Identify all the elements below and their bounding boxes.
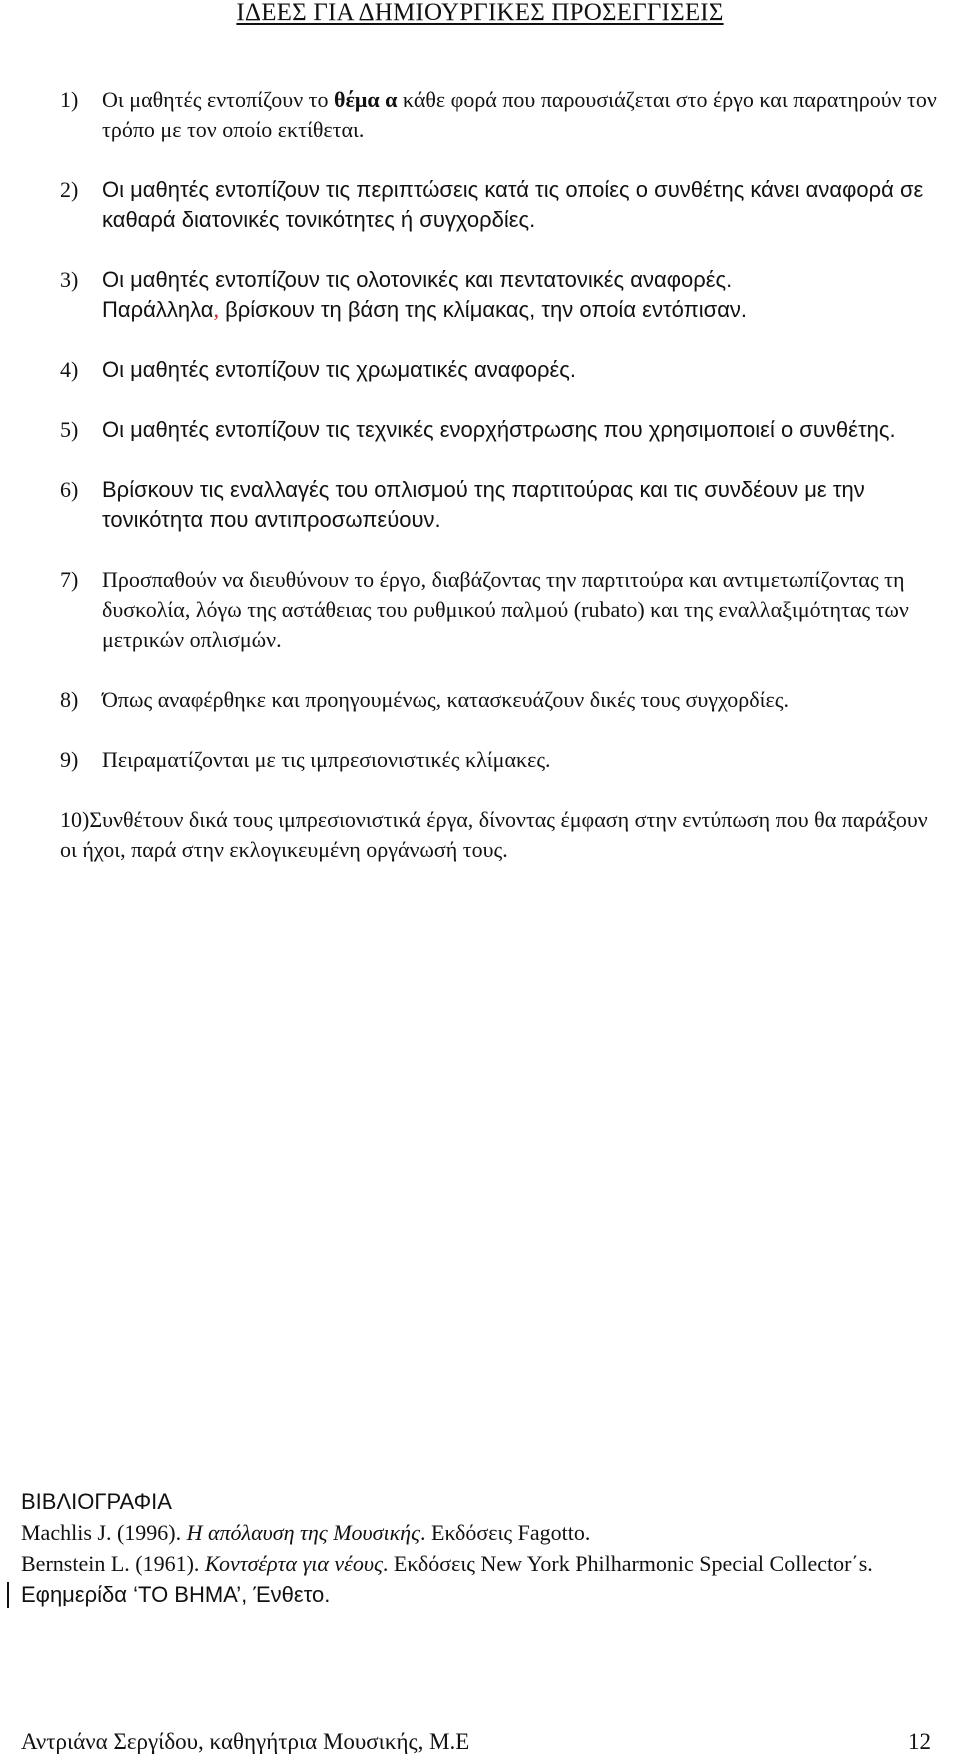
item-number: 3) — [60, 267, 79, 292]
item-number: 10) — [60, 807, 90, 832]
item-text: Συνθέτουν δικά τους ιμπρεσιονιστικά έργα, δίνοντας έμφαση στην εντύπωση που θα παράξουν οι ήχοι, παρά στην εκλογικευμένη οργάνωσή τους. — [60, 807, 928, 862]
item-text: Οι μαθητές εντοπίζουν τις χρωματικές αναφορές. — [102, 357, 576, 382]
change-bar — [7, 1582, 9, 1608]
list-item — [60, 265, 940, 325]
list-item — [60, 685, 940, 715]
list-item — [60, 85, 940, 145]
item-text: Οι μαθητές εντοπίζουν τις ολοτονικές και πεντατονικές αναφορές. — [102, 267, 733, 292]
red-comma: , — [213, 297, 219, 322]
page-number: 12 — [908, 1729, 931, 1754]
item-number: 6) — [60, 477, 79, 502]
item-text: βρίσκουν τη βάση της κλίμακας, την οποία εντόπισαν. — [218, 297, 748, 322]
item-number: 1) — [60, 87, 79, 112]
bib-title: Η απόλαυση της Μουσικής — [186, 1520, 420, 1545]
item-number: 4) — [60, 357, 79, 382]
footer-author: Αντριάνα Σεργίδου, καθηγήτρια Μουσικής, Μ.Ε — [21, 1729, 470, 1754]
item-text: Πειραματίζονται με τις ιμπρεσιονιστικές κλίμακες. — [102, 747, 551, 772]
list-item — [60, 355, 940, 385]
bib-rest: . Εκδόσεις New York Philharmonic Special Collector΄s. — [382, 1551, 873, 1576]
bibliography-entry — [21, 1517, 941, 1548]
bib-text: Εφημερίδα ‘ΤΟ ΒΗΜΑ’, Ένθετο. — [21, 1582, 331, 1607]
item-number: 5) — [60, 417, 79, 442]
list-item — [60, 475, 940, 535]
list-item — [60, 565, 940, 655]
list-item — [60, 175, 940, 235]
item-text: Όπως αναφέρθηκε και προηγουμένως, κατασκευάζουν δικές τους συγχορδίες. — [102, 687, 789, 712]
bib-rest: . Εκδόσεις Fagotto. — [420, 1520, 591, 1545]
item-text: Παράλληλα — [102, 297, 214, 322]
item-text: Οι μαθητές εντοπίζουν τις τεχνικές ενορχήστρωσης που χρησιμοποιεί ο συνθέτης. — [102, 417, 896, 442]
item-number: 7) — [60, 567, 79, 592]
item-text: Οι μαθητές εντοπίζουν το — [102, 87, 334, 112]
page-title: ΙΔΕΕΣ ΓΙΑ ΔΗΜΙΟΥΡΓΙΚΕΣ ΠΡΟΣΕΓΓΙΣΕΙΣ — [236, 0, 724, 26]
item-text: Βρίσκουν τις εναλλαγές του οπλισμού της παρτιτούρας και τις συνδέουν με την τονικότητα που αντιπροσωπεύουν. — [102, 477, 865, 532]
bibliography-entry — [21, 1579, 941, 1610]
item-text: Οι μαθητές εντοπίζουν τις περιπτώσεις κατά τις οποίες ο συνθέτης κάνει αναφορά σε καθαρά διατονικές τονικότητες ή συγχορδίες. — [102, 177, 924, 232]
bib-title: Κοντσέρτα για νέους — [204, 1551, 383, 1576]
list-item — [60, 415, 940, 445]
item-text: Προσπαθούν να διευθύνουν το έργο, διαβάζοντας την παρτιτούρα και αντιμετωπίζοντας τη δυσκολία, λόγω της αστάθειας του ρυθμικού παλμού (rubato) και της εναλλαξιμότητας των μετρικών οπλισμών. — [102, 567, 909, 652]
bib-author: Machlis J. (1996). — [21, 1520, 187, 1545]
list-item — [60, 745, 940, 775]
bibliography — [21, 1486, 941, 1610]
list-item — [60, 805, 940, 865]
bold-theme-a: θέμα α — [334, 87, 398, 112]
item-number: 2) — [60, 177, 79, 202]
page-footer — [21, 1728, 931, 1756]
bibliography-heading: ΒΙΒΛΙΟΓΡΑΦΙΑ — [21, 1489, 172, 1514]
item-number: 8) — [60, 687, 79, 712]
bibliography-entry — [21, 1548, 941, 1579]
item-number: 9) — [60, 747, 79, 772]
item-text: κάθε φορά που παρουσιάζεται στο έργο και παρατηρούν τον τρόπο με τον οποίο εκτίθεται. — [102, 87, 937, 142]
ideas-list — [60, 85, 940, 895]
bib-author: Bernstein L. (1961). — [21, 1551, 205, 1576]
